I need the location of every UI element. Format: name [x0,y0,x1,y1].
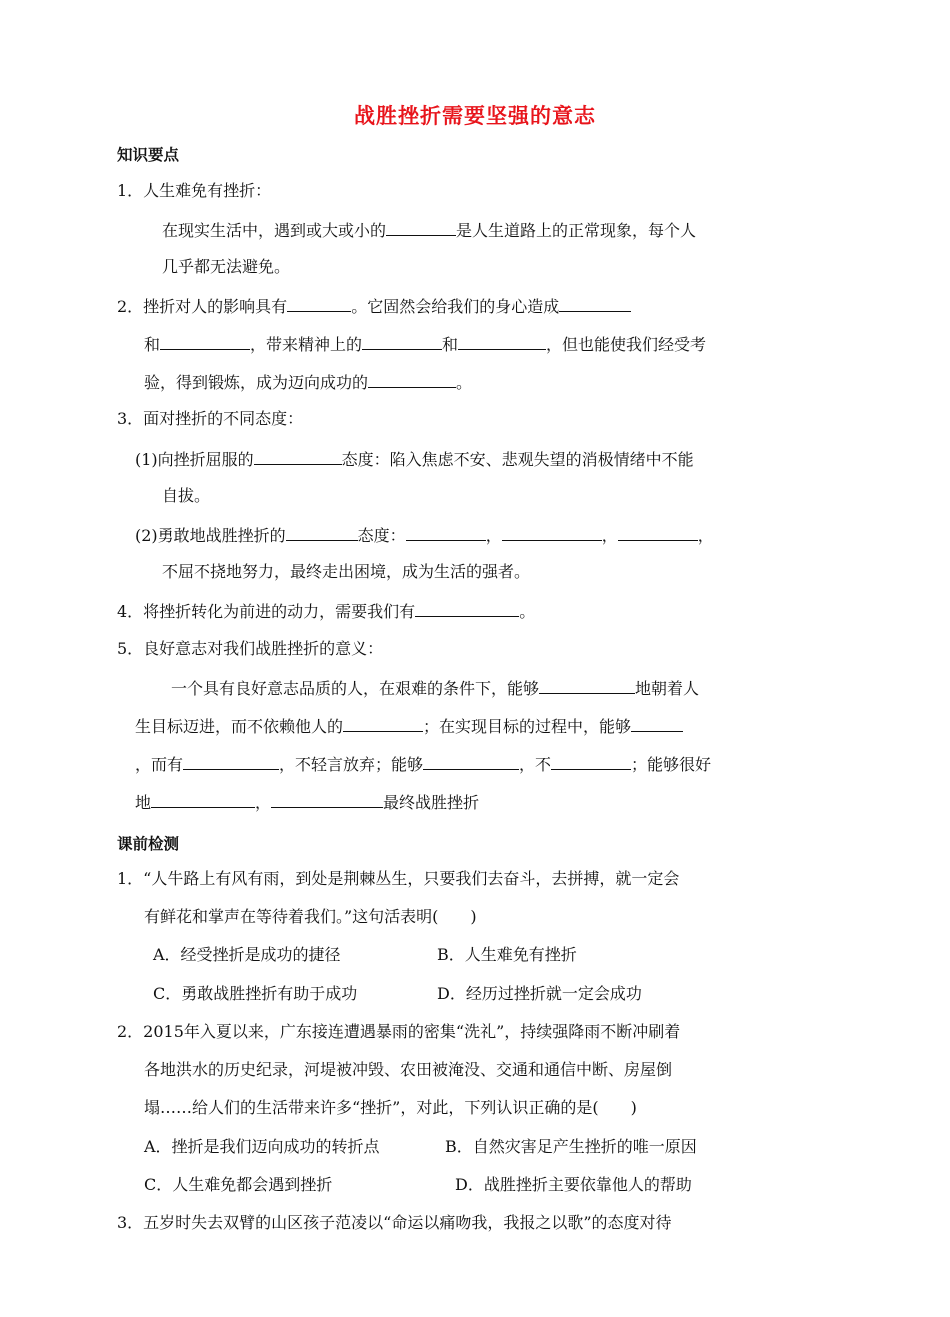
fill-blank [287,295,351,312]
fill-blank [362,333,442,350]
question-1-option-d: D．经历过挫折就一定会成功 [437,984,642,1003]
question-2-option-a: A．挫折是我们迈向成功的转折点 [144,1137,380,1156]
fill-blank [271,791,383,808]
knowledge-item-5-heading: 5．良好意志对我们战胜挫折的意义： [117,639,384,658]
fill-blank [386,219,456,236]
question-1-line-1: 1．“人牛路上有风有雨，到处是荆棘丛生，只要我们去奋斗，去拼搏，就一定会 [117,869,680,888]
fill-blank [160,333,250,350]
question-1-option-c: C．勇敢战胜挫折有助于成功 [153,984,358,1003]
fill-blank [423,753,519,770]
fill-blank [368,371,456,388]
question-2-line-1: 2．2015年入夏以来，广东接连遭遇暴雨的密集“洗礼”，持续强降雨不断冲刷着 [117,1022,681,1041]
knowledge-item-3-2-line-1: (2)勇敢地战胜挫折的 态度： ， ， ， [135,526,714,545]
fill-blank [183,753,279,770]
page-title: 战胜挫折需要坚强的意志 [354,104,596,128]
question-1-option-b: B．人生难免有挫折 [437,945,577,964]
knowledge-item-1-heading: 1．人生难免有挫折： [117,181,272,200]
knowledge-item-2-line-3: 验，得到锻炼，成为迈向成功的 。 [144,373,473,392]
fill-blank [406,524,486,541]
question-3-line-1: 3．五岁时失去双臂的山区孩子范凌以“命运以痛吻我，我报之以歌”的态度对待 [117,1213,672,1232]
fill-blank [618,524,698,541]
knowledge-item-5-line-3: ，而有 ，不轻言放弃；能够 ，不 ；能够很好 [135,755,712,774]
question-1-line-2: 有鲜花和掌声在等待着我们。”这句活表明( ) [144,907,477,926]
question-2-option-d: D．战胜挫折主要依靠他人的帮助 [455,1175,692,1194]
fill-blank [458,333,546,350]
knowledge-item-3-heading: 3．面对挫折的不同态度： [117,409,304,428]
knowledge-item-5-line-4: 地 ， 最终战胜挫折 [135,793,480,812]
knowledge-item-1-line-2: 几乎都无法避免。 [162,257,291,276]
knowledge-item-3-1-line-2: 自拔。 [162,486,211,505]
knowledge-item-4: 4．将挫折转化为前进的动力，需要我们有 。 [117,602,536,621]
question-2-line-3: 塌……给人们的生活带来许多“挫折”，对此，下列认识正确的是( ) [144,1098,637,1117]
knowledge-item-2-line-1: 2．挫折对人的影响具有 。它固然会给我们的身心造成 [117,295,631,317]
question-2-option-b: B．自然灾害足产生挫折的唯一原因 [445,1137,697,1156]
question-2-line-2: 各地洪水的历史纪录，河堤被冲毁、农田被淹没、交通和通信中断、房屋倒 [144,1060,673,1079]
knowledge-item-5-line-1: 一个具有良好意志品质的人，在艰难的条件下，能够 地朝着人 [171,679,700,698]
section-heading-pretest: 课前检测 [117,835,180,853]
knowledge-item-3-1-line-1: (1)向挫折屈服的 态度：陷入焦虑不安、悲观失望的消极情绪中不能 [135,450,694,469]
knowledge-item-3-2-line-2: 不屈不挠地努力，最终走出困境，成为生活的强者。 [162,562,531,581]
fill-blank [631,715,683,732]
knowledge-item-5-line-2: 生目标迈进，而不依赖他人的 ；在实现目标的过程中，能够 [135,715,683,737]
fill-blank [559,295,631,312]
knowledge-item-1-line-1: 在现实生活中，遇到或大或小的 是人生道路上的正常现象，每个人 [162,221,697,240]
fill-blank [551,753,631,770]
question-1-option-a: A．经受挫折是成功的捷径 [153,945,341,964]
fill-blank [254,448,342,465]
section-heading-knowledge: 知识要点 [117,146,180,164]
fill-blank [539,677,635,694]
question-2-option-c: C．人生难免都会遇到挫折 [144,1175,333,1194]
fill-blank [343,715,423,732]
knowledge-item-2-line-2: 和 ，带来精神上的 和 ，但也能使我们经受考 [144,335,707,354]
fill-blank [151,791,255,808]
fill-blank [286,524,358,541]
fill-blank [415,600,519,617]
fill-blank [502,524,602,541]
